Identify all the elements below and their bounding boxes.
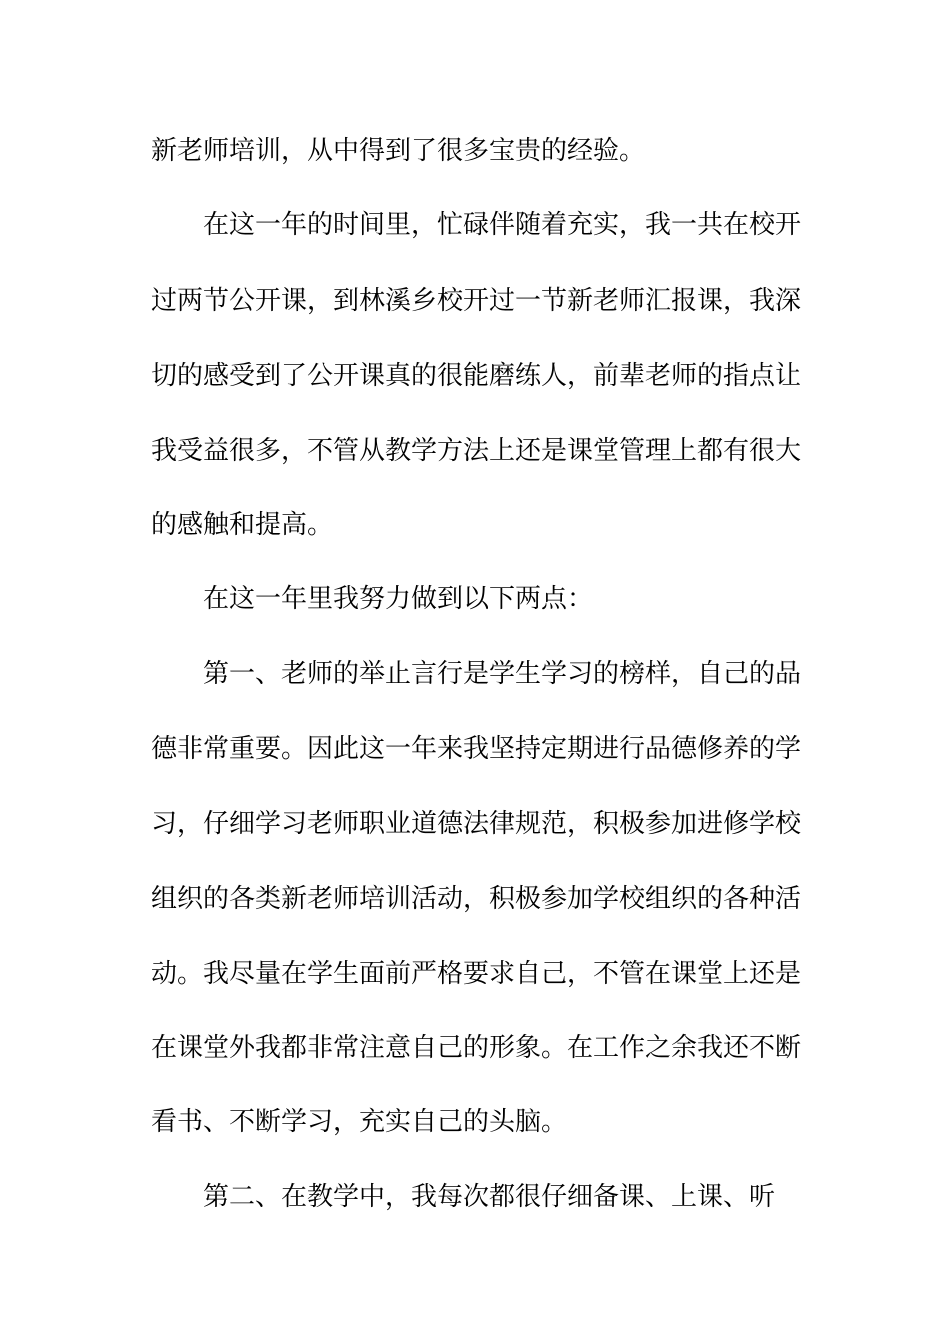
paragraph-first-line: 第一、老师的举止言行是学生学习的榜样，自己的品	[203, 659, 802, 689]
text-line: 组织的各类新老师培训活动，积极参加学校组织的各种活	[151, 884, 802, 914]
text-line: 德非常重要。因此这一年来我坚持定期进行品德修养的学	[151, 734, 802, 764]
text-line: 在课堂外我都非常注意自己的形象。在工作之余我还不断	[151, 1033, 802, 1063]
text-line: 切的感受到了公开课真的很能磨练人，前辈老师的指点让	[151, 361, 802, 391]
text-line: 动。我尽量在学生面前严格要求自己，不管在课堂上还是	[151, 959, 802, 989]
text-line: 过两节公开课，到林溪乡校开过一节新老师汇报课，我深	[151, 286, 802, 316]
text-line: 看书、不断学习，充实自己的头脑。	[151, 1107, 568, 1137]
text-line: 的感触和提高。	[151, 510, 334, 540]
text-line: 我受益很多，不管从教学方法上还是课堂管理上都有很大	[151, 436, 802, 466]
paragraph-first-line: 在这一年的时间里，忙碌伴随着充实，我一共在校开	[203, 210, 802, 240]
text-line: 新老师培训，从中得到了很多宝贵的经验。	[151, 136, 646, 166]
paragraph-first-line: 第二、在教学中，我每次都很仔细备课、上课、听	[203, 1182, 776, 1212]
text-line: 习，仔细学习老师职业道德法律规范，积极参加进修学校	[151, 809, 802, 839]
paragraph-first-line: 在这一年里我努力做到以下两点：	[203, 584, 594, 614]
